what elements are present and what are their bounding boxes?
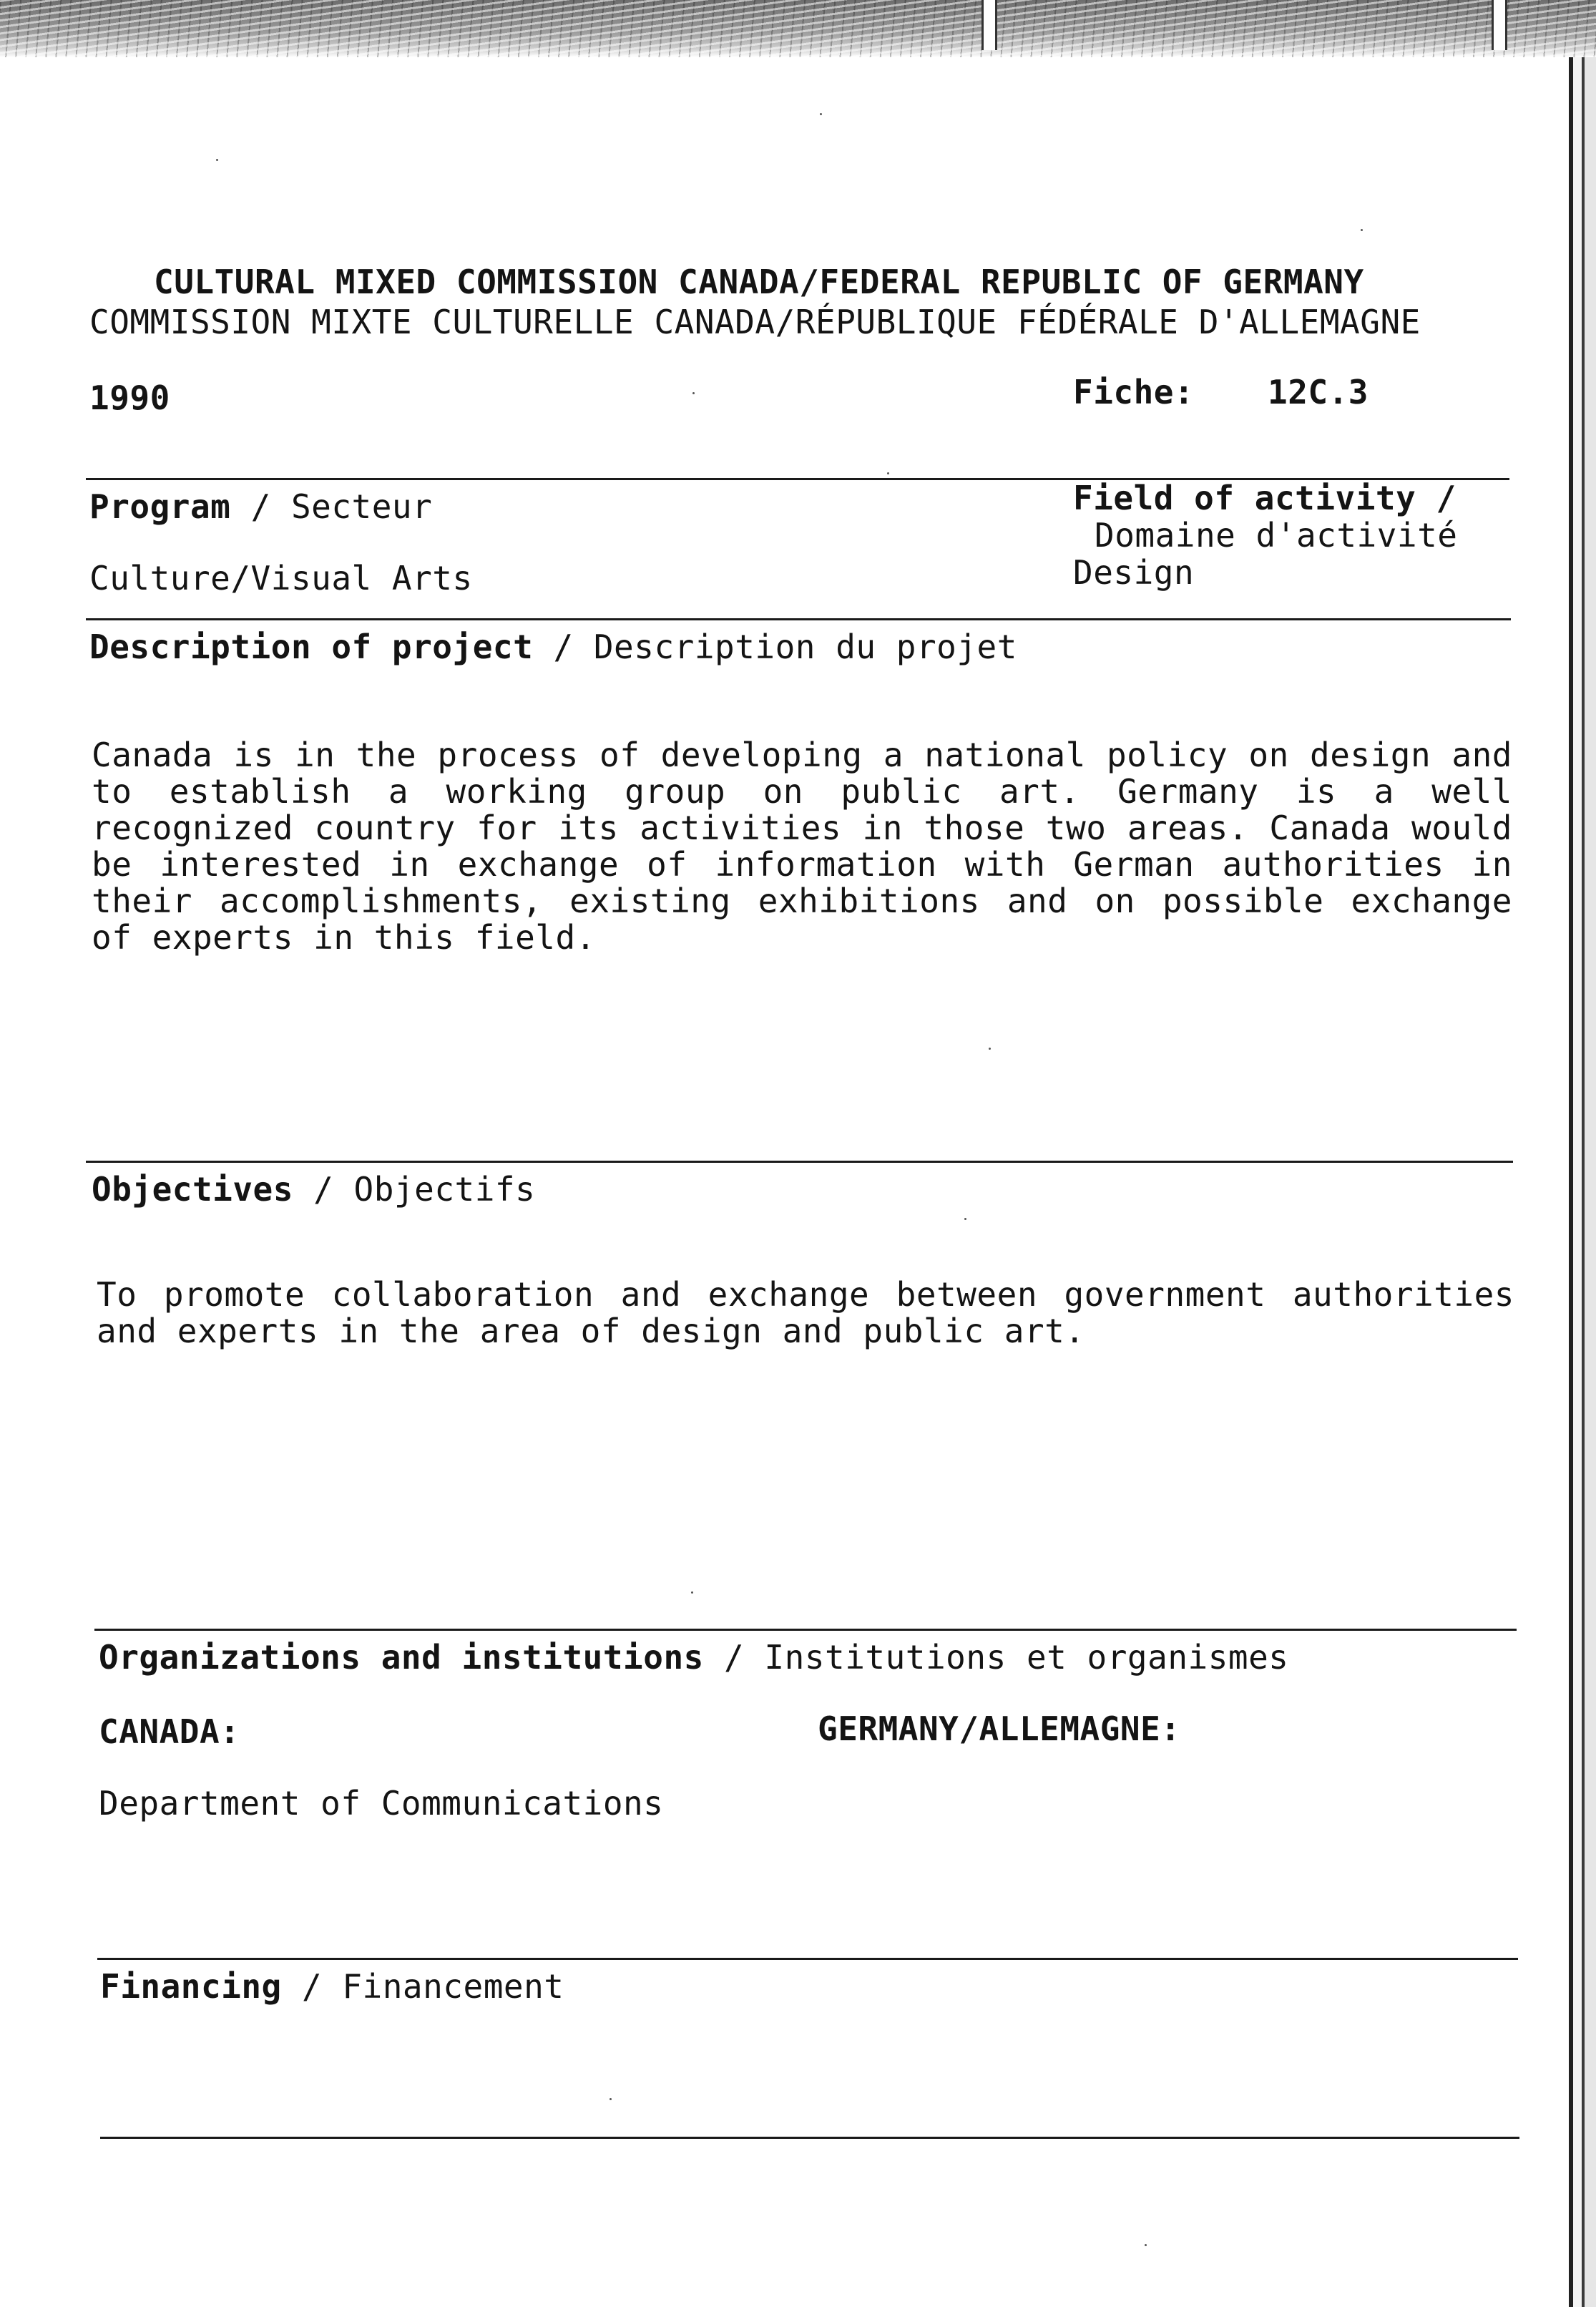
divider-rule <box>100 2137 1519 2139</box>
title-english: CULTURAL MIXED COMMISSION CANADA/FEDERAL REPUBLIC OF GERMANY <box>154 263 1364 301</box>
scan-binding-mark <box>1492 0 1507 50</box>
divider-rule <box>86 618 1511 620</box>
scan-top-edge <box>0 0 1596 57</box>
scan-binding-mark <box>981 0 997 50</box>
canada-organization: Department of Communications <box>99 1784 664 1823</box>
field-of-activity-label-french: Domaine d'activité <box>1095 516 1458 555</box>
fiche-label: Fiche: <box>1073 373 1195 411</box>
organizations-label: Organizations and institutions / Institutions et organismes <box>99 1638 1289 1677</box>
fiche-value: 12C.3 <box>1268 373 1369 411</box>
objectives-text: To promote collaboration and exchange between government authorities and experts in the area of design and public art. <box>97 1275 1514 1350</box>
year: 1990 <box>89 379 170 417</box>
scan-speck <box>1145 2244 1147 2246</box>
field-of-activity-value: Design <box>1073 553 1195 592</box>
divider-rule <box>94 1629 1517 1631</box>
objectives-label: Objectives / Objectifs <box>92 1170 536 1209</box>
financing-label: Financing / Financement <box>100 1967 564 2006</box>
scan-speck <box>216 159 218 161</box>
title-french: COMMISSION MIXTE CULTURELLE CANADA/RÉPUBLIQUE FÉDÉRALE D'ALLEMAGNE <box>89 303 1421 341</box>
scan-speck <box>1361 229 1363 231</box>
scan-speck <box>609 2098 612 2100</box>
field-of-activity-label: Field of activity / <box>1073 479 1457 517</box>
program-label: Program / Secteur <box>89 487 433 526</box>
description-text: Canada is in the process of developing a national policy on design and to establish a working group on public art. Germany is a well recognized country for its activities in those two areas. Canada would be interested in exchange of information with German authorities in their accomplishments, existing exhibitions and on possible exchange of experts in this field. <box>92 736 1512 957</box>
germany-label: GERMANY/ALLEMAGNE: <box>818 1709 1181 1748</box>
scan-speck <box>820 113 822 115</box>
divider-rule <box>86 1161 1513 1163</box>
description-label: Description of project / Description du projet <box>89 628 1017 666</box>
scan-right-edge <box>1563 57 1596 2307</box>
scan-speck <box>692 392 695 394</box>
scan-speck <box>691 1591 693 1594</box>
scan-speck <box>887 472 889 474</box>
divider-rule <box>97 1958 1518 1960</box>
canada-label: CANADA: <box>99 1712 240 1751</box>
scan-speck <box>964 1218 966 1220</box>
scan-speck <box>989 1048 991 1050</box>
program-value: Culture/Visual Arts <box>89 559 473 598</box>
